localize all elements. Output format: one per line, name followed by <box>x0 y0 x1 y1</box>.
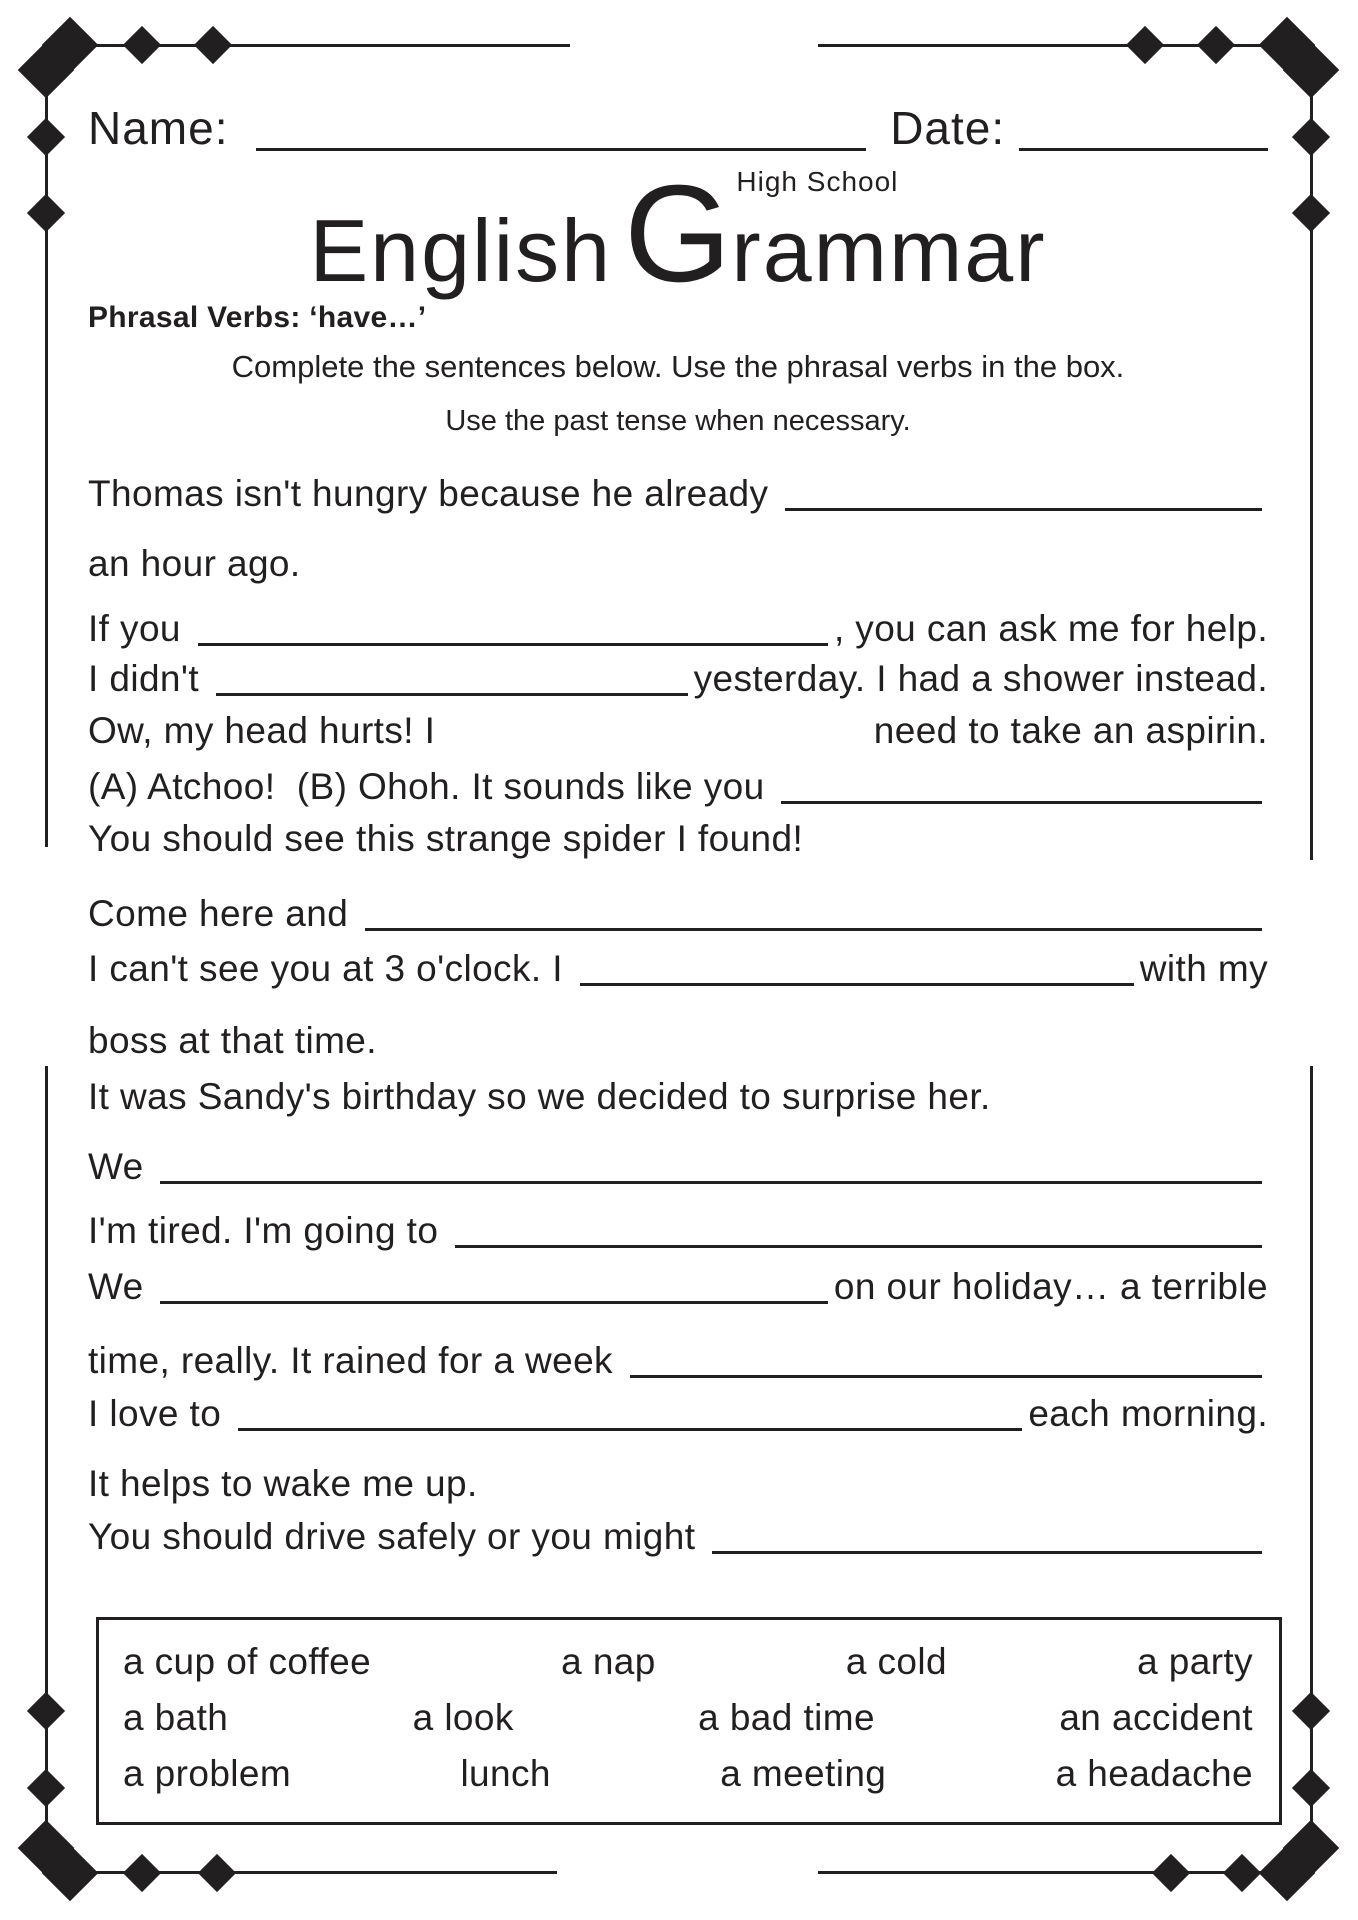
sentence-line-14 <box>88 1263 1268 1309</box>
sentence-text: You should drive safely or you might <box>88 1516 707 1557</box>
title-rammar: rammar <box>731 201 1047 300</box>
sentence-text: yesterday. I had a shower instead. <box>693 658 1268 699</box>
answer-blank[interactable] <box>216 684 688 696</box>
sentence-text: each morning. <box>1028 1393 1268 1434</box>
worksheet-content <box>88 0 1268 1825</box>
sentence-line-17 <box>88 1460 1268 1506</box>
sentence-text: an hour ago. <box>88 543 301 584</box>
diamond-ornament-icon <box>18 42 75 99</box>
sentence-text: I can't see you at 3 o'clock. I <box>88 948 574 989</box>
diamond-ornament-icon <box>1259 1845 1316 1902</box>
answer-blank[interactable] <box>781 792 1262 804</box>
sentence-text: time, really. It rained for a week <box>88 1340 624 1381</box>
sentence-line-2 <box>88 540 1268 586</box>
sentence-line-15 <box>88 1337 1268 1383</box>
word-bank-item: a bath <box>123 1697 229 1738</box>
word-bank-item: a problem <box>123 1753 292 1794</box>
diamond-ornament-icon <box>1292 1692 1330 1730</box>
sentence-text: boss at that time. <box>88 1020 377 1061</box>
sentence-text: on our holiday… a terrible <box>833 1266 1268 1307</box>
word-bank <box>123 1634 1253 1802</box>
sentence-text: (A) Atchoo! (B) Ohoh. It sounds like you <box>88 766 776 807</box>
sentence-text: I love to <box>88 1393 232 1434</box>
sentence-text: We <box>88 1146 155 1187</box>
sentence-text: with my <box>1139 948 1268 989</box>
instruction-line-2: Use the past tense when necessary. <box>445 405 911 437</box>
answer-blank[interactable] <box>365 919 1262 931</box>
sentence-text: If you <box>88 608 192 649</box>
word-bank-item: a cold <box>845 1641 947 1682</box>
word-bank-row <box>123 1690 1253 1746</box>
word-bank-item: a bad time <box>698 1697 875 1738</box>
answer-blank[interactable] <box>712 1542 1262 1554</box>
title-letter-g: G <box>624 157 732 311</box>
diamond-ornament-icon <box>1283 1820 1340 1877</box>
name-input-line[interactable] <box>256 139 866 151</box>
sentence-list <box>88 470 1268 1559</box>
sentence-text: , you can ask me for help. <box>833 608 1268 649</box>
word-bank-item: a nap <box>561 1641 656 1682</box>
sentence-line-13 <box>88 1207 1268 1253</box>
title-english: English <box>309 201 613 300</box>
border-line <box>818 1871 1314 1874</box>
worksheet-title <box>88 155 1268 311</box>
answer-blank[interactable] <box>580 974 1134 986</box>
date-input-line[interactable] <box>1019 139 1268 151</box>
worksheet-subtitle: Phrasal Verbs: ‘have…’ <box>88 301 427 334</box>
diamond-ornament-icon <box>27 194 65 232</box>
answer-blank[interactable] <box>160 1292 828 1304</box>
sentence-line-16 <box>88 1390 1268 1436</box>
diamond-ornament-icon <box>1283 42 1340 99</box>
word-bank-item: a cup of coffee <box>123 1641 372 1682</box>
sentence-line-3 <box>88 605 1268 651</box>
diamond-ornament-icon <box>27 1769 65 1807</box>
diamond-ornament-icon <box>27 118 65 156</box>
name-label: Name: <box>88 102 229 154</box>
sentence-line-11 <box>88 1073 1268 1119</box>
sentence-line-5 <box>88 707 1268 753</box>
diamond-ornament-icon <box>1223 1854 1261 1892</box>
diamond-ornament-icon <box>1292 1769 1330 1807</box>
sentence-text: We <box>88 1266 155 1307</box>
sentence-line-4 <box>88 655 1268 701</box>
answer-blank[interactable] <box>238 1419 1022 1431</box>
sentence-text: Ow, my head hurts! I <box>88 710 446 751</box>
sentence-text: It helps to wake me up. <box>88 1463 478 1504</box>
sentence-line-7 <box>88 815 1268 861</box>
answer-blank[interactable] <box>630 1366 1262 1378</box>
sentence-line-8 <box>88 890 1268 936</box>
sentence-text: I didn't <box>88 658 210 699</box>
sentence-text: It was Sandy's birthday so we decided to surprise her. <box>88 1076 991 1117</box>
answer-blank[interactable] <box>198 634 828 646</box>
answer-blank[interactable] <box>160 1172 1262 1184</box>
border-line <box>1310 45 1313 860</box>
sentence-text: I'm tired. I'm going to <box>88 1210 449 1251</box>
diamond-ornament-icon <box>18 1820 75 1877</box>
border-line <box>1310 1066 1313 1874</box>
answer-blank[interactable] <box>455 1236 1262 1248</box>
sentence-text: need to take an aspirin. <box>873 710 1268 751</box>
answer-blank[interactable] <box>785 499 1262 511</box>
diamond-ornament-icon <box>42 1845 99 1902</box>
word-bank-item: a headache <box>1055 1753 1253 1794</box>
diamond-ornament-icon <box>27 1692 65 1730</box>
word-bank-item: a party <box>1137 1641 1253 1682</box>
sentence-text: You should see this strange spider I found! <box>88 818 804 859</box>
word-bank-row <box>123 1746 1253 1802</box>
sentence-text: Thomas isn't hungry because he already <box>88 473 780 514</box>
sentence-line-1 <box>88 470 1268 516</box>
sentence-text: Come here and <box>88 893 359 934</box>
word-bank-item: a meeting <box>720 1753 887 1794</box>
diamond-ornament-icon <box>198 1854 236 1892</box>
instruction-line-1: Complete the sentences below. Use the phrasal verbs in the box. <box>231 349 1125 384</box>
border-line <box>46 1871 557 1874</box>
diamond-ornament-icon <box>1292 118 1330 156</box>
sentence-line-6 <box>88 763 1268 809</box>
name-date-row <box>88 95 1268 154</box>
sentence-line-10 <box>88 1017 1268 1063</box>
word-bank-item: lunch <box>460 1753 551 1794</box>
border-line <box>45 45 48 847</box>
word-bank-item: a look <box>412 1697 514 1738</box>
border-line <box>45 1066 48 1874</box>
word-bank-item: an accident <box>1059 1697 1253 1738</box>
title-tagline: High School <box>736 166 899 197</box>
sentence-line-18 <box>88 1513 1268 1559</box>
diamond-ornament-icon <box>1152 1854 1190 1892</box>
title-grammar-stack <box>731 166 1047 302</box>
sentence-line-9 <box>88 945 1268 991</box>
word-bank-box <box>96 1617 1282 1825</box>
diamond-ornament-icon <box>1292 194 1330 232</box>
diamond-ornament-icon <box>123 1854 161 1892</box>
sentence-line-12 <box>88 1143 1268 1189</box>
word-bank-row <box>123 1634 1253 1690</box>
date-label: Date: <box>890 102 1006 154</box>
